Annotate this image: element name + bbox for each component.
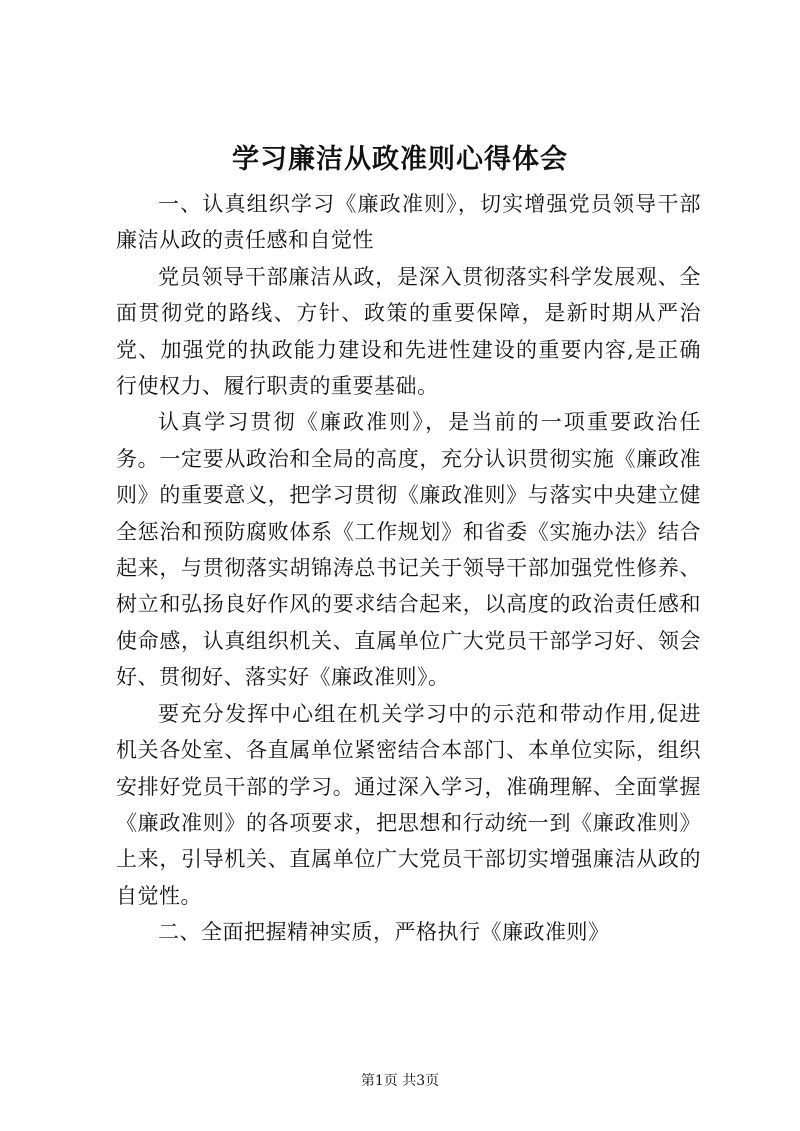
- section-heading-2: 二、全面把握精神实质，严格执行《廉政准则》: [158, 920, 610, 945]
- document-title: 学习廉洁从政准则心得体会: [232, 144, 568, 175]
- body-paragraph-3: 要充分发挥中心组在机关学习中的示范和带动作用,促进机关各处室、各直属单位紧密结合本部门、本单位实际，组织安排好党员干部的学习。通过深入学习，准确理解、全面掌握《廉政准则》的各项要求，把思想和行动统一到《廉政准则》上来，引导机关、直属单位广大党员干部切实增强廉洁从政的自觉性。: [116, 701, 701, 908]
- section-heading-1: 一、认真组织学习《廉政准则》，切实增强党员领导干部廉洁从政的责任感和自觉性: [116, 192, 701, 253]
- document-body: [116, 186, 701, 951]
- page-number-footer: 第1页 共3页: [360, 1073, 440, 1089]
- body-paragraph-1: 党员领导干部廉洁从政，是深入贯彻落实科学发展观、全面贯彻党的路线、方针、政策的重要保障，是新时期从严治党、加强党的执政能力建设和先进性建设的重要内容,是正确行使权力、履行职责的重要基础。: [116, 264, 701, 399]
- body-paragraph-2: 认真学习贯彻《廉政准则》，是当前的一项重要政治任务。一定要从政治和全局的高度，充分认识贯彻实施《廉政准则》的重要意义，把学习贯彻《廉政准则》与落实中央建立健全惩治和预防腐败体系《工作规划》和省委《实施办法》结合起来，与贯彻落实胡锦涛总书记关于领导干部加强党性修养、树立和弘扬良好作风的要求结合起来，以高度的政治责任感和使命感，认真组织机关、直属单位广大党员干部学习好、领会好、贯彻好、落实好《廉政准则》。: [116, 410, 701, 690]
